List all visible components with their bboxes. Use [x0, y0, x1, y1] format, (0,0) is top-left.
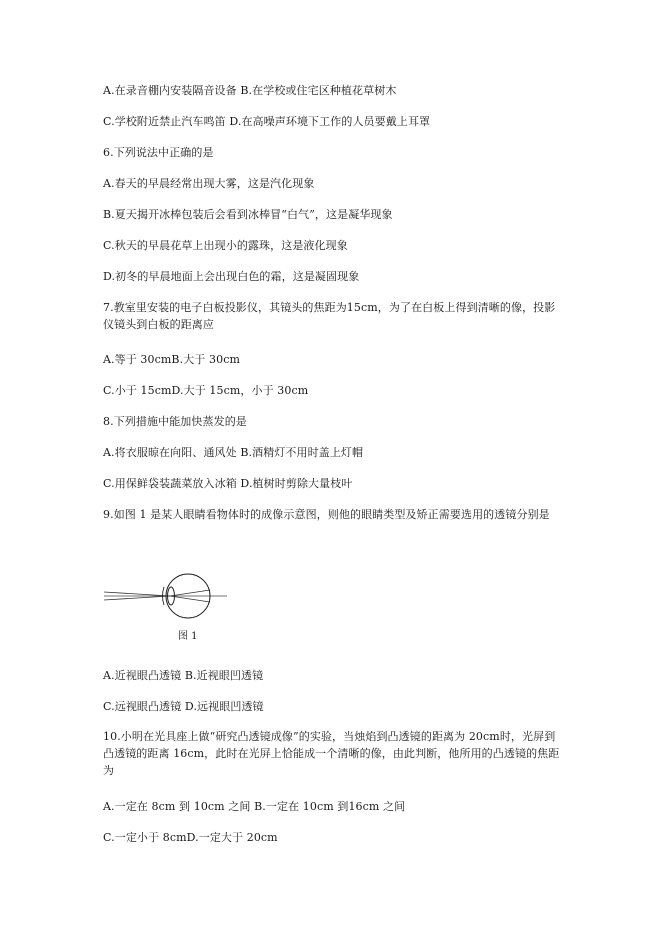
q9-options-ab: A.近视眼凸透镜 B.近视眼凹透镜	[103, 669, 264, 682]
q6-option-a: A.春天的早晨经常出现大雾，这是汽化现象	[103, 177, 315, 190]
q8-options-ab: A.将衣服晾在向阳、通风处 B.酒精灯不用时盖上灯帽	[103, 446, 364, 459]
q6-option-b: B.夏天揭开冰棒包装后会看到冰棒冒“白气”，这是凝华现象	[103, 208, 393, 221]
q8-stem: 8.下列措施中能加快蒸发的是	[103, 415, 247, 428]
q9-stem: 9.如图 1 是某人眼睛看物体时的成像示意图，则他的眼睛类型及矫正需要选用的透镜分别是	[103, 508, 550, 521]
q7-options-cd: C.小于 15cmD.大于 15cm，小于 30cm	[103, 384, 309, 397]
figure-caption: 图 1	[178, 631, 198, 642]
q10-options-cd: C.一定小于 8cmD.一定大于 20cm	[103, 831, 278, 844]
q8-options-cd: C.用保鲜袋装蔬菜放入冰箱 D.植树时剪除大量枝叶	[103, 477, 353, 490]
figure-1	[100, 566, 240, 646]
q5-options-cd: C.学校附近禁止汽车鸣笛 D.在高噪声环境下工作的人员要戴上耳罩	[103, 115, 431, 128]
eye-diagram-icon	[100, 566, 240, 626]
q5-options-ab: A.在录音棚内安装隔音设备 B.在学校或住宅区种植花草树木	[103, 84, 397, 97]
q6-stem: 6.下列说法中正确的是	[103, 146, 214, 159]
q6-option-c: C.秋天的早晨花草上出现小的露珠，这是液化现象	[103, 239, 348, 252]
q6-option-d: D.初冬的早晨地面上会出现白色的霜，这是凝固现象	[103, 270, 360, 283]
q10-options-ab: A.一定在 8cm 到 10cm 之间 B.一定在 10cm 到16cm 之间	[103, 800, 406, 813]
q7-stem: 7.教室里安装的电子白板投影仪，其镜头的焦距为15cm，为了在白板上得到清晰的像，投影仪镜头到白板的距离应	[103, 301, 556, 331]
q9-options-cd: C.远视眼凸透镜 D.远视眼凹透镜	[103, 700, 264, 713]
q10-stem: 10.小明在光具座上做“研究凸透镜成像”的实验，当烛焰到凸透镜的距离为 20cm时，光屏到凸透镜的距离 16cm，此时在光屏上恰能成一个清晰的像，由此判断，他所用的凸透镜的焦距为	[103, 730, 560, 777]
q7-options-ab: A.等于 30cmB.大于 30cm	[103, 353, 240, 366]
